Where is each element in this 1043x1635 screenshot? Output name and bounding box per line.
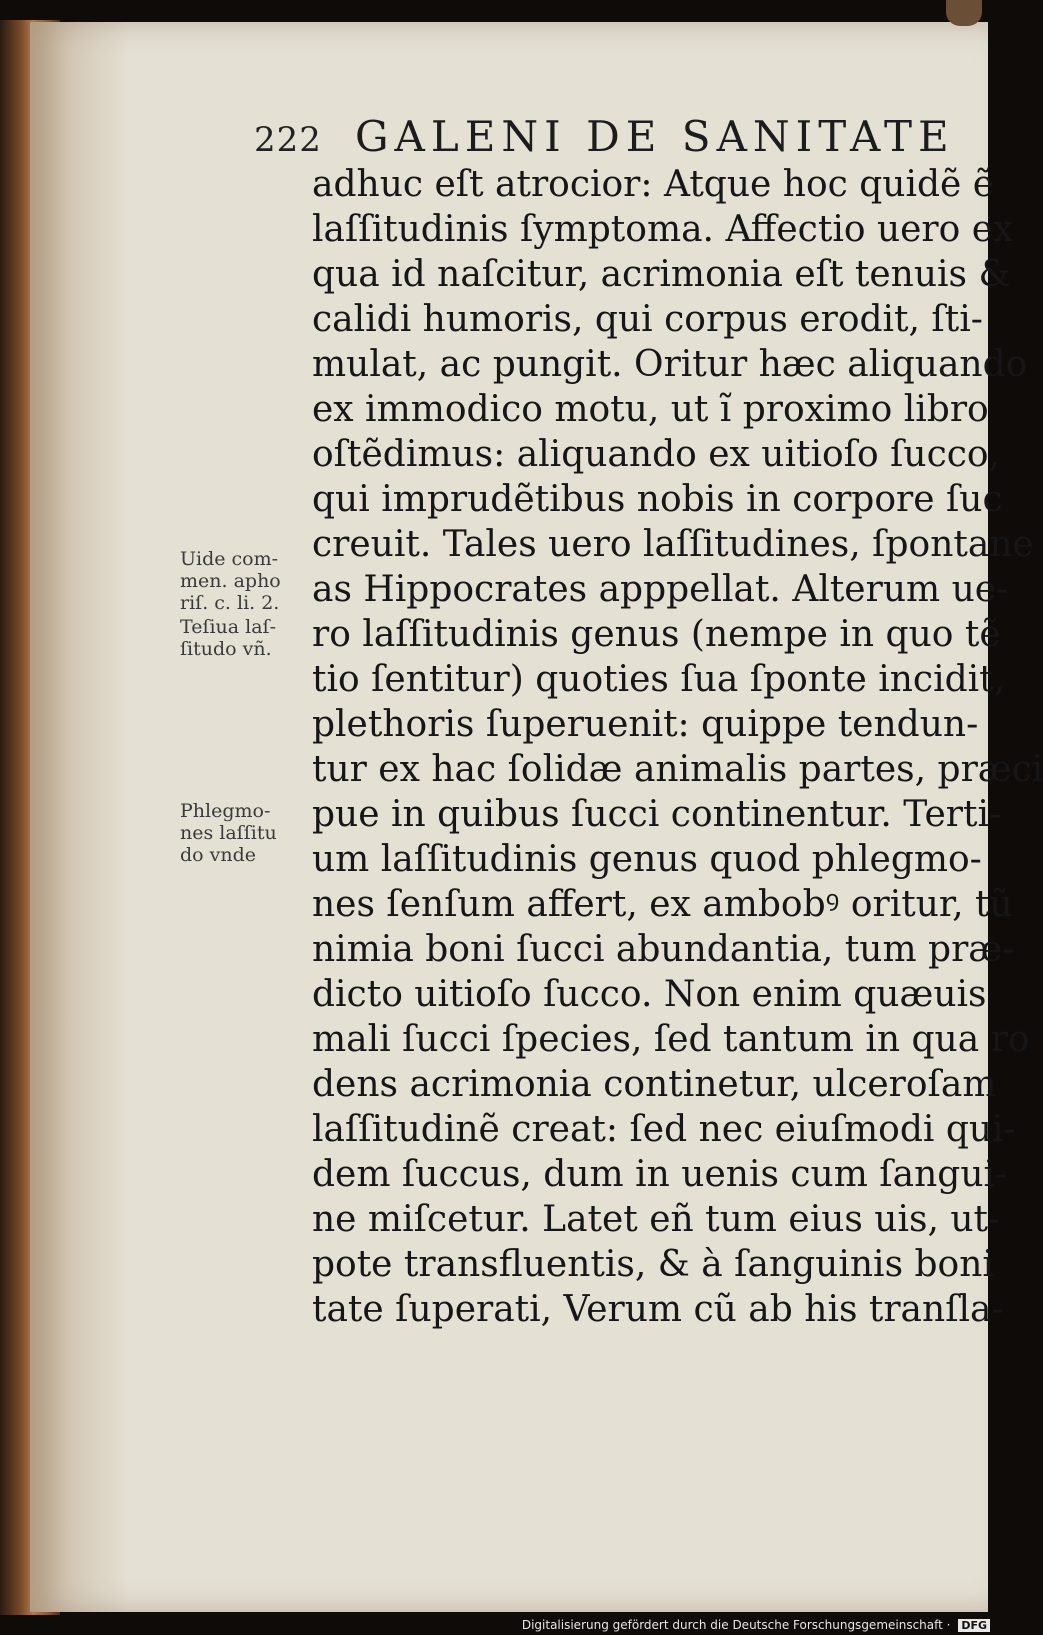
text-line: nimia boni ſucci abundantia, tum præ- (312, 929, 1015, 970)
running-head: GALENI DE SANITATE (355, 112, 955, 161)
digitization-credit (522, 1618, 990, 1632)
text-line: as Hippocrates apppellat. Alterum ue- (312, 569, 1009, 610)
text-line: oſtẽdimus: aliquando ex uitioſo ſucco, (312, 434, 1001, 475)
marginal-note-phlegmones (180, 800, 305, 866)
text-line: calidi humoris, qui corpus erodit, ſti- (312, 299, 983, 340)
marginal-line: riſ. c. li. 2. (180, 592, 280, 614)
page-number: 222 (254, 120, 322, 160)
book-clasp-mark (946, 0, 982, 26)
credit-text: Digitalisierung gefördert durch die Deutsche Forschungsgemeinschaft · (521, 1618, 951, 1632)
text-line: pue in quibus ſucci continentur. Terti- (312, 794, 1002, 835)
text-line: tate ſuperati, Verum cũ ab his tranſla- (312, 1289, 1004, 1330)
text-line: adhuc eſt atrocior: Atque hoc quidẽ ẽ (312, 164, 995, 205)
text-line: ex immodico motu, ut ĩ proximo libro (312, 389, 989, 430)
text-line: dicto uitioſo ſucco. Non enim quæuis (312, 974, 987, 1015)
marginal-line: ſitudo vñ. (180, 638, 272, 660)
text-line: tur ex hac ſolidæ animalis partes, præci (312, 749, 1043, 790)
marginal-line: men. apho (180, 570, 281, 592)
marginal-line: Uide com- (180, 548, 279, 570)
text-line: mali ſucci ſpecies, ſed tantum in qua ro (312, 1019, 1030, 1060)
text-line: nes ſenſum affert, ex ambobꝰ oritur, tũ (312, 884, 1013, 925)
marginal-line: Phlegmo- (180, 800, 271, 822)
marginal-note-commentary (180, 548, 305, 614)
text-line: ro laſſitudinis genus (nempe in quo tẽ (312, 614, 1001, 655)
text-line: creuit. Tales uero laſſitudines, ſpontane (312, 524, 1034, 565)
text-line: plethoris ſuperuenit: quippe tendun- (312, 704, 979, 745)
text-line: dens acrimonia continetur, ulceroſam (312, 1064, 997, 1105)
marginal-note-lassitudo (180, 616, 305, 660)
dfg-logo: DFG (958, 1619, 990, 1632)
text-line: laſſitudinẽ creat: ſed nec eiuſmodi qui- (312, 1109, 1016, 1150)
page-gutter-shadow (30, 22, 130, 1612)
text-line: qua id naſcitur, acrimonia eſt tenuis & (312, 254, 1011, 295)
text-line: mulat, ac pungit. Oritur hæc aliquando (312, 344, 1028, 385)
text-line: qui imprudẽtibus nobis in corpore ſuc (312, 479, 1003, 520)
marginal-line: do vnde (180, 844, 257, 866)
text-line: laſſitudinis ſymptoma. Affectio uero ex (312, 209, 1014, 250)
text-line: tio ſentitur) quoties ſua ſponte incidit, (312, 659, 1006, 700)
main-text-block (312, 162, 1043, 1332)
text-line: um laſſitudinis genus quod phlegmo- (312, 839, 982, 880)
text-line: ne miſcetur. Latet eñ tum eius uis, ut- (312, 1199, 1001, 1240)
marginal-line: Teſiua laſ- (180, 616, 277, 638)
text-line: dem ſuccus, dum in uenis cum ſangui- (312, 1154, 1008, 1195)
text-line: pote transfluentis, & à ſanguinis boni (312, 1244, 994, 1285)
marginal-line: nes laſſitu (180, 822, 277, 844)
